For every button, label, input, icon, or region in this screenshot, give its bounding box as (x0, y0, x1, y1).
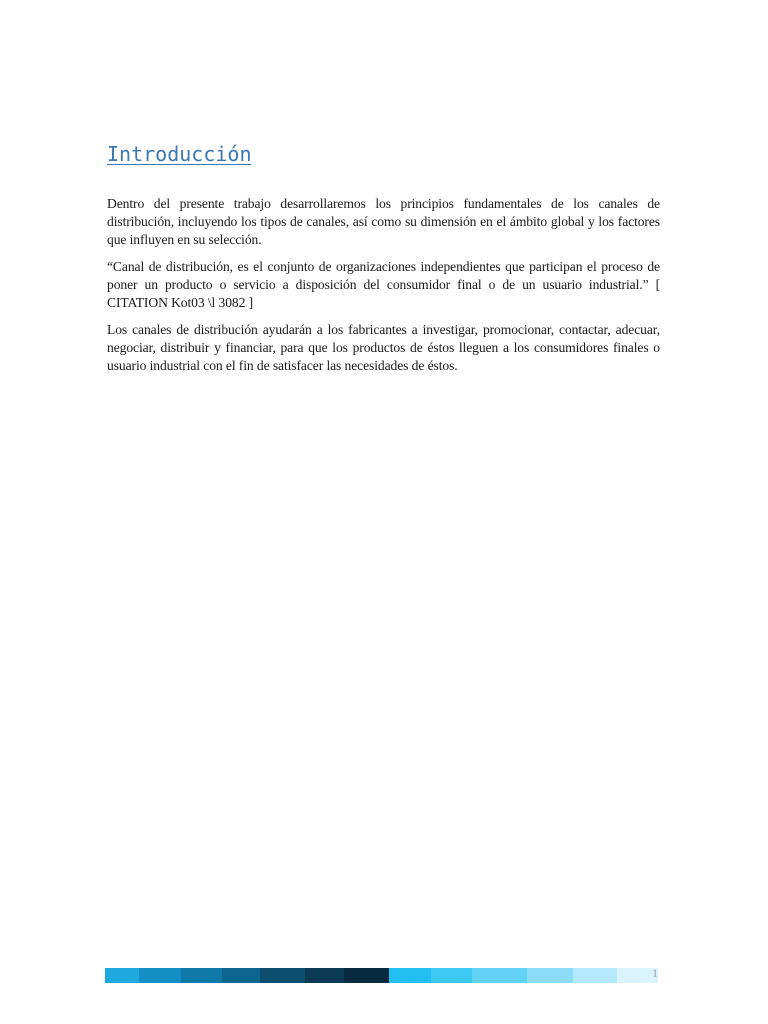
footer-color-bar (105, 968, 658, 983)
footer-bar-segment (305, 968, 344, 983)
page-content (107, 140, 660, 384)
footer-bar-segment (573, 968, 617, 983)
page-number: 1 (652, 966, 658, 980)
paragraph-definition: “Canal de distribución, es el conjunto de organizaciones independientes que participan el proceso de poner un producto o servicio a disposición del consumidor final o de un usuario industrial.” [ CITATION Kot03 \l 3082 ] (107, 259, 660, 310)
footer-bar-segment (389, 968, 432, 983)
footer-bar-segment (472, 968, 526, 983)
footer-bar-segment (105, 968, 139, 983)
footer-bar-segment (260, 968, 305, 983)
paragraph-intro: Dentro del presente trabajo desarrollaremos los principios fundamentales de los canales de distribución, incluyendo los tipos de canales, así como su dimensión en el ámbito global y los factores que influyen en su selección. (107, 196, 660, 247)
section-heading: Introducción (107, 142, 252, 166)
footer-bar-segment (181, 968, 222, 983)
footer-bar-segment (222, 968, 260, 983)
footer-bar-segment (527, 968, 574, 983)
footer-bar-segment (431, 968, 472, 983)
footer-bar-segment (139, 968, 181, 983)
paragraph-functions: Los canales de distribución ayudarán a los fabricantes a investigar, promocionar, contactar, adecuar, negociar, distribuir y financiar, para que los productos de éstos lleguen a los consumidores finales o usuario industrial con el fin de satisfacer las necesidades de éstos. (107, 322, 660, 373)
footer-bar-segment (344, 968, 389, 983)
